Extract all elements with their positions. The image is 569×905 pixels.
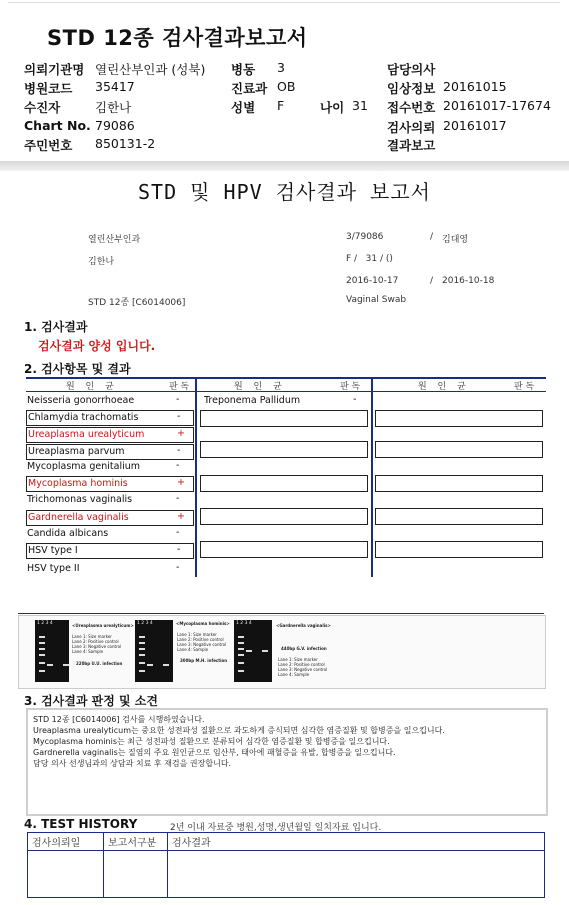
page-title: STD 12종 검사결과보고서 <box>47 26 308 50</box>
list-item: Mycoplasma hominis + <box>26 476 194 492</box>
col-header: 원 인 균 <box>234 382 286 392</box>
list-item: HSV type I - <box>26 543 194 559</box>
gel-title: <Gardnerella vaginalis> <box>276 623 331 628</box>
gel-legend: Lane 1: Size marker <box>177 632 217 637</box>
section4-title: 4. TEST HISTORY <box>24 817 138 831</box>
gel-band <box>238 636 244 638</box>
gel-band <box>39 662 45 664</box>
gel-band <box>139 662 145 664</box>
chart-number: 3/79086 <box>346 232 384 242</box>
sex-age: F / 31 / () <box>346 254 393 264</box>
list-item: Ureaplasma parvum - <box>26 444 194 460</box>
col-header: 원 인 균 <box>418 382 470 392</box>
gel-legend: Lane 3: Negative control <box>72 644 122 649</box>
gel-legend: Lane 2: Positive control <box>278 662 325 667</box>
gel-legend: Lane 3: Negative control <box>278 667 328 672</box>
gel-band <box>139 642 145 644</box>
col-header: 원 인 균 <box>66 382 118 392</box>
gel-lanes: 1 2 3 4 <box>37 621 53 626</box>
gel-lanes: 1 2 3 4 <box>137 621 153 626</box>
gel-title: <Mycoplasma hominis> <box>176 621 230 626</box>
comment-line: Ureaplasma urealyticum는 중요한 성전파성 질환으로 과도하게 증식되면 심각한 염증질환 및 합병증을 일으킵니다. <box>33 726 445 735</box>
field-value: 20161015 <box>443 79 507 94</box>
gel-band <box>63 664 69 666</box>
gel-band <box>262 650 268 652</box>
history-cell <box>28 851 104 898</box>
hospital-name: 열린산부인과 <box>88 235 141 245</box>
gel-band <box>246 650 252 652</box>
history-note: 2년 이내 자료중 병원,성명,생년월일 일치자료 입니다. <box>170 823 382 833</box>
gel-legend: Lane 4: Sample <box>72 649 104 654</box>
gel-band <box>139 654 145 656</box>
gel-legend: Lane 3: Negative control <box>177 642 227 647</box>
list-item: Candida albicans - <box>27 527 180 539</box>
specimen: Vaginal Swab <box>346 295 407 305</box>
col-judge: 판 독 <box>340 382 361 392</box>
section3-title: 3. 검사결과 판정 및 소견 <box>24 694 158 708</box>
field-value: 김한나 <box>95 100 132 115</box>
field-label: 진료과 <box>231 81 268 96</box>
field-value: F <box>277 98 285 113</box>
history-table <box>27 832 545 898</box>
field-label: 담당의사 <box>387 62 436 77</box>
gel-band <box>39 636 45 638</box>
slash: / <box>430 276 434 286</box>
gel-legend: Lane 1: Size marker <box>72 634 112 639</box>
history-cell <box>168 851 545 898</box>
comment-line: STD 12종 [C6014006] 검사를 시행하였습니다. <box>33 715 205 724</box>
section2-title: 2. 검사항목 및 결과 <box>24 362 131 376</box>
gel-title: <Ureaplasma urealyticum> <box>72 623 134 628</box>
field-label: 의뢰기관명 <box>24 62 85 77</box>
field-label: 검사의뢰 <box>387 120 436 135</box>
field-label: 접수번호 <box>387 100 436 115</box>
list-item: Trichomonas vaginalis - <box>27 493 180 505</box>
gel-band <box>139 636 145 638</box>
col-judge: 판 독 <box>169 382 190 392</box>
gel-lanes: 1 2 3 4 <box>236 621 252 626</box>
list-item: Treponema Pallidum - <box>204 394 357 406</box>
history-col: 보고서구분 <box>104 833 168 851</box>
gel-band <box>39 654 45 656</box>
gel-band-label: 300bp M.H. infection <box>180 658 228 663</box>
slash: / <box>430 232 434 242</box>
field-label: 수진자 <box>24 100 61 115</box>
gel-band <box>238 670 244 672</box>
gel-legend: Lane 2: Positive control <box>177 637 224 642</box>
list-item: HSV type II - <box>27 562 180 574</box>
gel-band <box>238 642 244 644</box>
report-title: STD 및 HPV 검사결과 보고서 <box>138 180 431 204</box>
field-value: 20161017-17674 <box>443 98 551 113</box>
list-item: Neisseria gonorrhoeae - <box>27 394 180 406</box>
gel-band <box>238 662 244 664</box>
field-value: 850131-2 <box>95 136 156 151</box>
field-label: 나이 <box>320 100 345 115</box>
field-label: 임상정보 <box>387 81 436 96</box>
gel-legend: Lane 4: Sample <box>278 672 310 677</box>
gel-band <box>39 670 45 672</box>
field-label: 주민번호 <box>24 138 73 153</box>
comment-line: 담당 의사 선생님과의 상담과 치료 후 재검을 권장합니다. <box>33 759 232 768</box>
field-value: OB <box>277 79 296 94</box>
field-label: Chart No. <box>24 118 91 133</box>
field-value: 3 <box>277 60 285 75</box>
field-label: 성별 <box>231 100 256 115</box>
gel-band <box>47 664 53 666</box>
history-cell <box>104 851 168 898</box>
history-col: 검사의뢰일 <box>28 833 104 851</box>
list-item: Gardnerella vaginalis + <box>26 510 194 526</box>
field-value: 79086 <box>95 118 135 133</box>
test-code: STD 12종 [C6014006] <box>88 298 186 308</box>
gel-band-label: 220bp U.U. infection <box>76 661 123 666</box>
gel-band <box>39 648 45 650</box>
field-label: 병동 <box>231 62 256 77</box>
gel-legend: Lane 4: Sample <box>177 647 209 652</box>
field-value: 열린산부인과 (성북) <box>95 62 206 77</box>
field-label: 결과보고 <box>387 138 436 153</box>
comment-line: Gardnerella vaginalis는 질염의 주요 원인균으로 임산부, 태아에 패혈증을 유발, 합병증을 일으킵니다. <box>33 748 396 757</box>
field-value: 35417 <box>95 79 135 94</box>
gel-band <box>238 648 244 650</box>
list-item: Chlamydia trachomatis - <box>26 410 194 426</box>
comment-line: Mycoplasma hominis는 최근 성전파성 질환으로 분류되어 심각한 염증질환 및 합병증을 일으킵니다. <box>33 737 390 746</box>
history-col: 검사결과 <box>168 833 545 851</box>
col-judge: 판 독 <box>514 382 535 392</box>
date-received: 2016-10-17 <box>346 276 399 286</box>
doctor-name: 김대영 <box>442 235 469 245</box>
result-summary: 검사결과 양성 입니다. <box>38 339 156 353</box>
field-value: 31 <box>352 98 368 113</box>
list-item: Mycoplasma genitalium - <box>27 460 180 472</box>
gel-legend: Lane 2: Positive control <box>72 639 119 644</box>
field-label: 병원코드 <box>24 81 73 96</box>
field-value: 20161017 <box>443 118 507 133</box>
gel-legend: Lane 1: Size marker <box>278 657 318 662</box>
section1-title: 1. 검사결과 <box>24 320 88 334</box>
gel-band <box>163 664 169 666</box>
gel-band <box>139 648 145 650</box>
gel-band-label: 440bp G.V. infection <box>281 646 327 651</box>
patient-name: 김한나 <box>88 257 115 267</box>
gel-band <box>147 664 153 666</box>
gel-band <box>238 654 244 656</box>
gel-band <box>39 642 45 644</box>
list-item: Ureaplasma urealyticum + <box>26 427 194 443</box>
comment-box <box>26 708 548 816</box>
date-reported: 2016-10-18 <box>442 276 495 286</box>
gel-band <box>139 670 145 672</box>
